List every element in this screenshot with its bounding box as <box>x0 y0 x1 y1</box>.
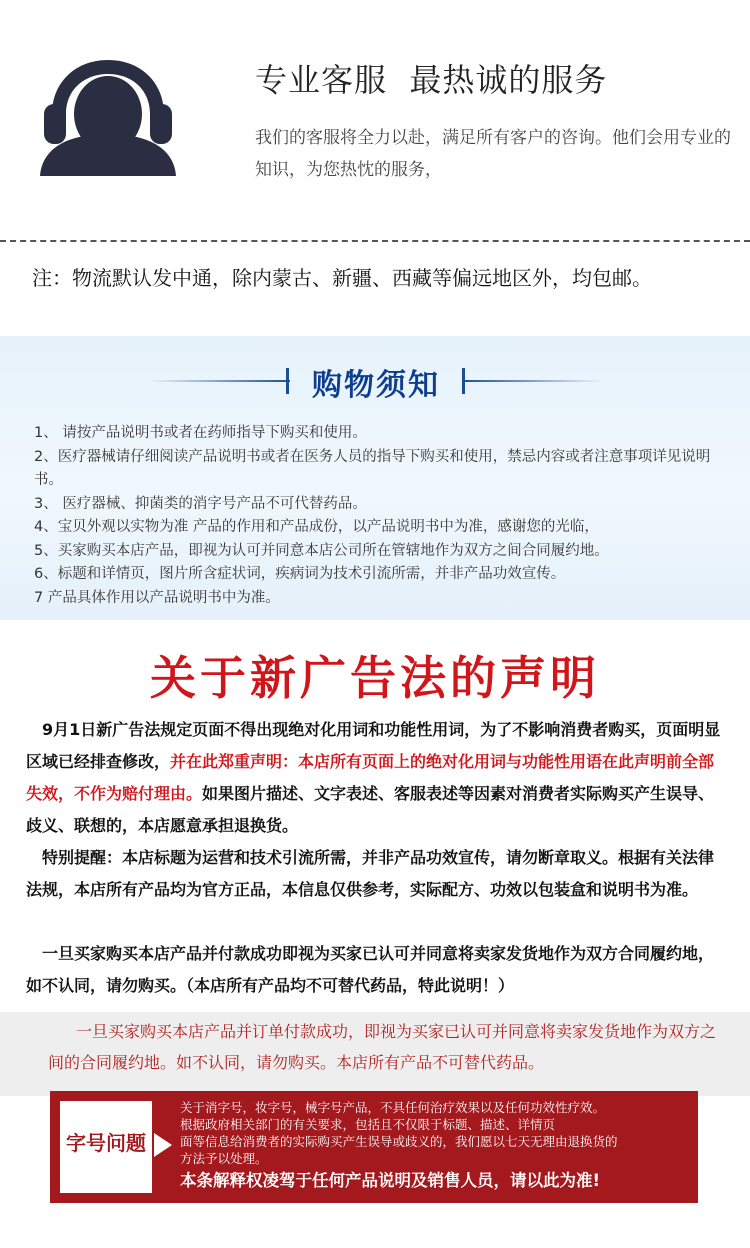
list-item: 5、买家购买本店产品，即视为认可并同意本店公司所在管辖地作为双方之间合同履约地。 <box>34 542 609 559</box>
shopping-notice-section <box>0 336 750 620</box>
heading-line-left <box>150 380 290 382</box>
ad-law-section <box>0 620 750 1012</box>
shopping-notice-heading: 购物须知 <box>312 368 440 403</box>
ad-law-paragraph-3: 一旦买家购买本店产品并付款成功即视为买家已认可并同意将卖家发货地作为双方合同履约地，如不认同，请勿购买。（本店所有产品均不可替代药品，特此说明！） <box>26 944 715 995</box>
dashed-divider <box>0 240 750 242</box>
list-item: 1、 请按产品说明书或者在药师指导下购买和使用。 <box>34 425 367 441</box>
service-description: 我们的客服将全力以赴，满足所有客户的咨询。他们会用专业的知识，为您热忱的服务， <box>255 128 731 180</box>
ad-law-paragraph-2: 特别提醒：本店标题为运营和技术引流所需，并非产品功效宣传，请勿断章取义。根据有关法律法规，本店所有产品均为官方正品，本信息仅供参考，实际配方、功效以包装盒和说明书为准。 <box>26 848 715 899</box>
list-item: 4、宝贝外观以实物为准 产品的作用和产品成份，以产品说明书中为准，感谢您的光临， <box>34 519 599 535</box>
list-item: 6、标题和详情页，图片所含症状词，疾病词为技术引流所需，并非产品功效宣传。 <box>34 566 566 582</box>
list-item: 7 产品具体作用以产品说明书中为准。 <box>34 589 280 606</box>
license-notice-box <box>50 1091 698 1203</box>
shipping-note: 注：物流默认发中通，除内蒙古、新疆、西藏等偏远地区外，均包邮。 <box>32 266 652 290</box>
ad-law-text: 9月1日新广告法规定页面不得出现绝对化用词和功能性用词，为了不影响消费者购买，页面明显区域已经排查修改， <box>26 720 721 771</box>
notice-line: 面等信息给消费者的实际购买产生误导或歧义的，我们愿以七天无理由退换货的 <box>180 1134 618 1149</box>
notice-line: 关于消字号，妆字号，械字号产品，不具任何治疗效果以及任何功效性疗效。 <box>180 1100 606 1115</box>
notice-line: 方法予以处理。 <box>180 1151 268 1166</box>
shopping-notice-list <box>34 422 724 610</box>
license-notice-text <box>180 1099 690 1193</box>
list-item: 3、 医疗器械、抑菌类的消字号产品不可代替药品。 <box>34 495 367 512</box>
notice-line: 根据政府相关部门的有关要求，包括且不仅限于标题、描述、详情页 <box>180 1117 556 1132</box>
purchase-statement: 一旦买家购买本店产品并订单付款成功，即视为买家已认可并同意将卖家发货地作为双方之间的合同履约地。如不认同，请勿购买。本店所有产品不可替代药品。 <box>48 1022 717 1072</box>
service-section <box>0 0 750 245</box>
ad-law-text: 如果图片描述、文字表述、客服表述等因素对消费者实际购买产生误导、歧义、联想的，本店愿意承担退换货。 <box>26 784 715 835</box>
license-label: 字号问题 <box>66 1131 146 1155</box>
heading-bar-left <box>286 368 289 394</box>
service-title: 专业客服 最热诚的服务 <box>255 61 608 99</box>
arrow-right-icon <box>154 1133 172 1157</box>
notice-final-line: 本条解释权凌驾于任何产品说明及销售人员，请以此为准! <box>180 1171 601 1190</box>
purchase-statement-section <box>0 1012 750 1096</box>
headset-user-icon <box>38 36 178 176</box>
ad-law-paragraph-1 <box>26 714 726 842</box>
ad-law-heading: 关于新广告法的声明 <box>150 651 600 705</box>
ad-law-emphasis: 并在此郑重声明：本店所有页面上的绝对化用词与功能性用语在此声明前全部失效，不作为赔付理由。 <box>26 752 715 803</box>
list-item: 2、医疗器械请仔细阅读产品说明书或者在医务人员的指导下购买和使用，禁忌内容或者注意事项详见说明书。 <box>34 448 711 488</box>
heading-line-right <box>462 380 602 382</box>
